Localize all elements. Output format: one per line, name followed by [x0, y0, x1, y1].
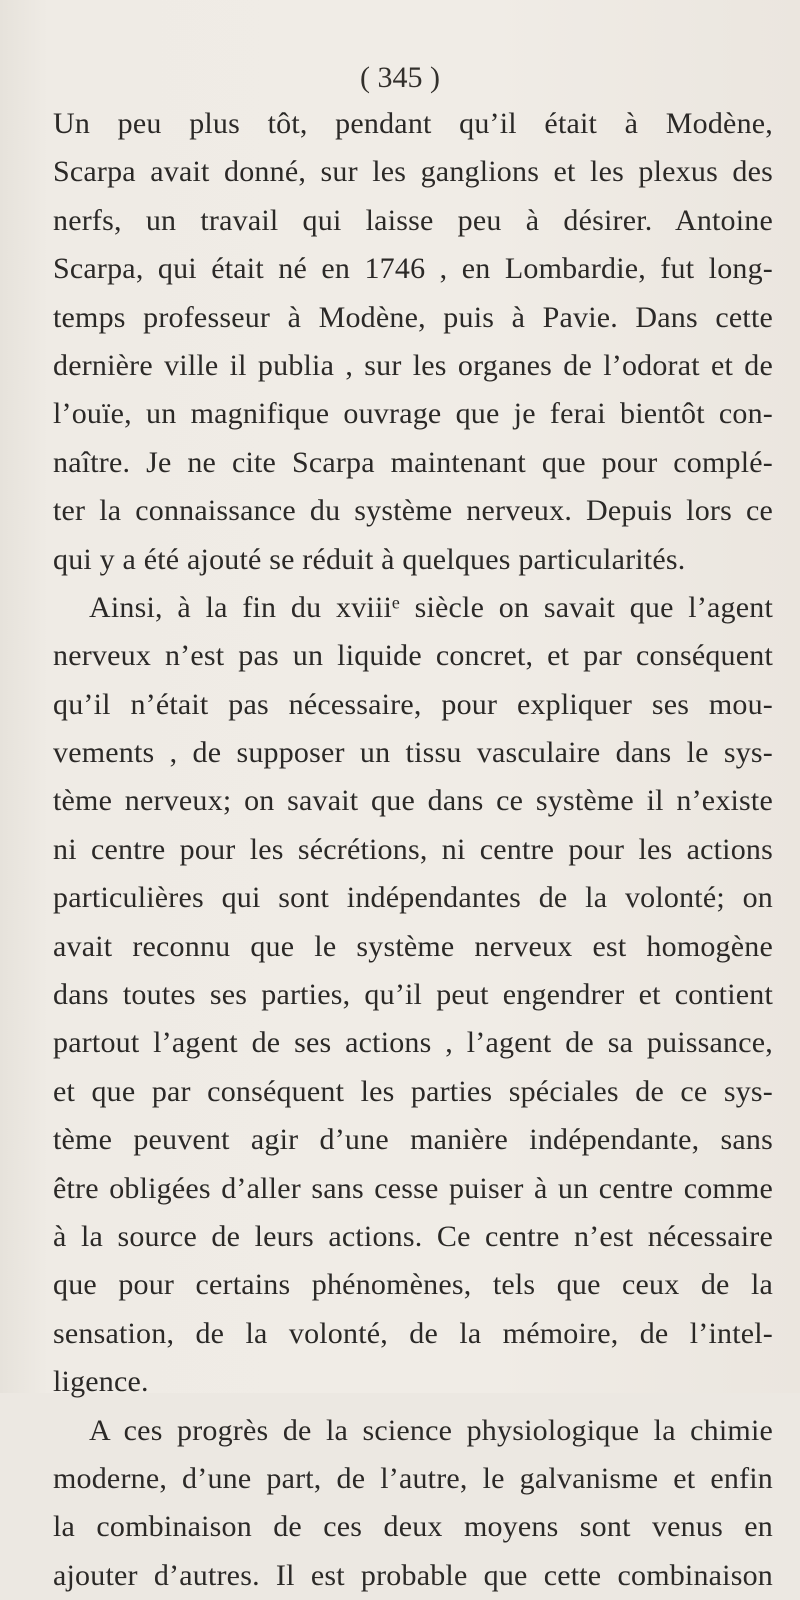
text-line: temps professeur à Modène, puis à Pavie. Dans cette — [53, 300, 773, 334]
text-line: et que par conséquent les parties spéciales de ce sys- — [53, 1074, 773, 1108]
text-line: nerfs, un travail qui laisse peu à désirer. Antoine — [53, 203, 773, 237]
text-line: ter la connaissance du système nerveux. Depuis lors ce — [53, 494, 773, 528]
text-line: l’ouïe, un magnifique ouvrage que je ferai bientôt con- — [53, 397, 773, 431]
text-line: tème nerveux; on savait que dans ce système il n’existe — [53, 784, 773, 818]
text-line: ni centre pour les sécrétions, ni centre pour les actions — [53, 832, 773, 866]
text-line: Un peu plus tôt, pendant qu’il était à Modène, — [53, 107, 773, 140]
text-line: ligence. — [53, 1365, 149, 1399]
text-line: que pour certains phénomènes, tels que ceux de la — [53, 1268, 773, 1302]
text-line: naître. Je ne cite Scarpa maintenant que pour complé- — [53, 445, 773, 479]
text-line: particulières qui sont indépendantes de la volonté; on — [53, 881, 773, 915]
text-line: dernière ville il publia , sur les organes de l’odorat et de — [53, 348, 773, 382]
text-line: avait reconnu que le système nerveux est homogène — [53, 929, 773, 963]
text-line: tème peuvent agir d’une manière indépendante, sans — [53, 1123, 773, 1157]
text-line: ajouter d’autres. Il est probable que cette combinaison — [53, 1558, 773, 1592]
text-line: vements , de supposer un tissu vasculaire dans le sys- — [53, 736, 773, 770]
text-line: à la source de leurs actions. Ce centre n’est nécessaire — [53, 1219, 773, 1253]
text-line: la combinaison de ces deux moyens sont venus en — [53, 1510, 773, 1544]
text-line: Scarpa, qui était né en 1746 , en Lombardie, fut long- — [53, 252, 773, 286]
text-line: sensation, de la volonté, de la mémoire, de l’intel- — [53, 1316, 773, 1350]
paragraph-start-line: Ainsi, à la fin du xviiiᵉ siècle on savait que l’agent — [89, 590, 773, 624]
text-line: partout l’agent de ses actions , l’agent de sa puissance, — [53, 1026, 773, 1060]
text-line: qui y a été ajouté se réduit à quelques particularités. — [53, 542, 686, 576]
text-line: nerveux n’est pas un liquide concret, et par conséquent — [53, 639, 773, 673]
text-line: Scarpa avait donné, sur les ganglions et les plexus des — [53, 155, 773, 189]
text-line: moderne, d’une part, de l’autre, le galvanisme et enfin — [53, 1461, 773, 1495]
body-text — [53, 100, 773, 1600]
text-line: dans toutes ses parties, qu’il peut engendrer et contient — [53, 978, 773, 1012]
paragraph-start-line: A ces progrès de la science physiologique la chimie — [89, 1413, 773, 1447]
page-number: ( 345 ) — [360, 61, 440, 94]
text-line: être obligées d’aller sans cesse puiser à un centre comme — [53, 1171, 773, 1205]
text-line: qu’il n’était pas nécessaire, pour expliquer ses mou- — [53, 687, 773, 721]
